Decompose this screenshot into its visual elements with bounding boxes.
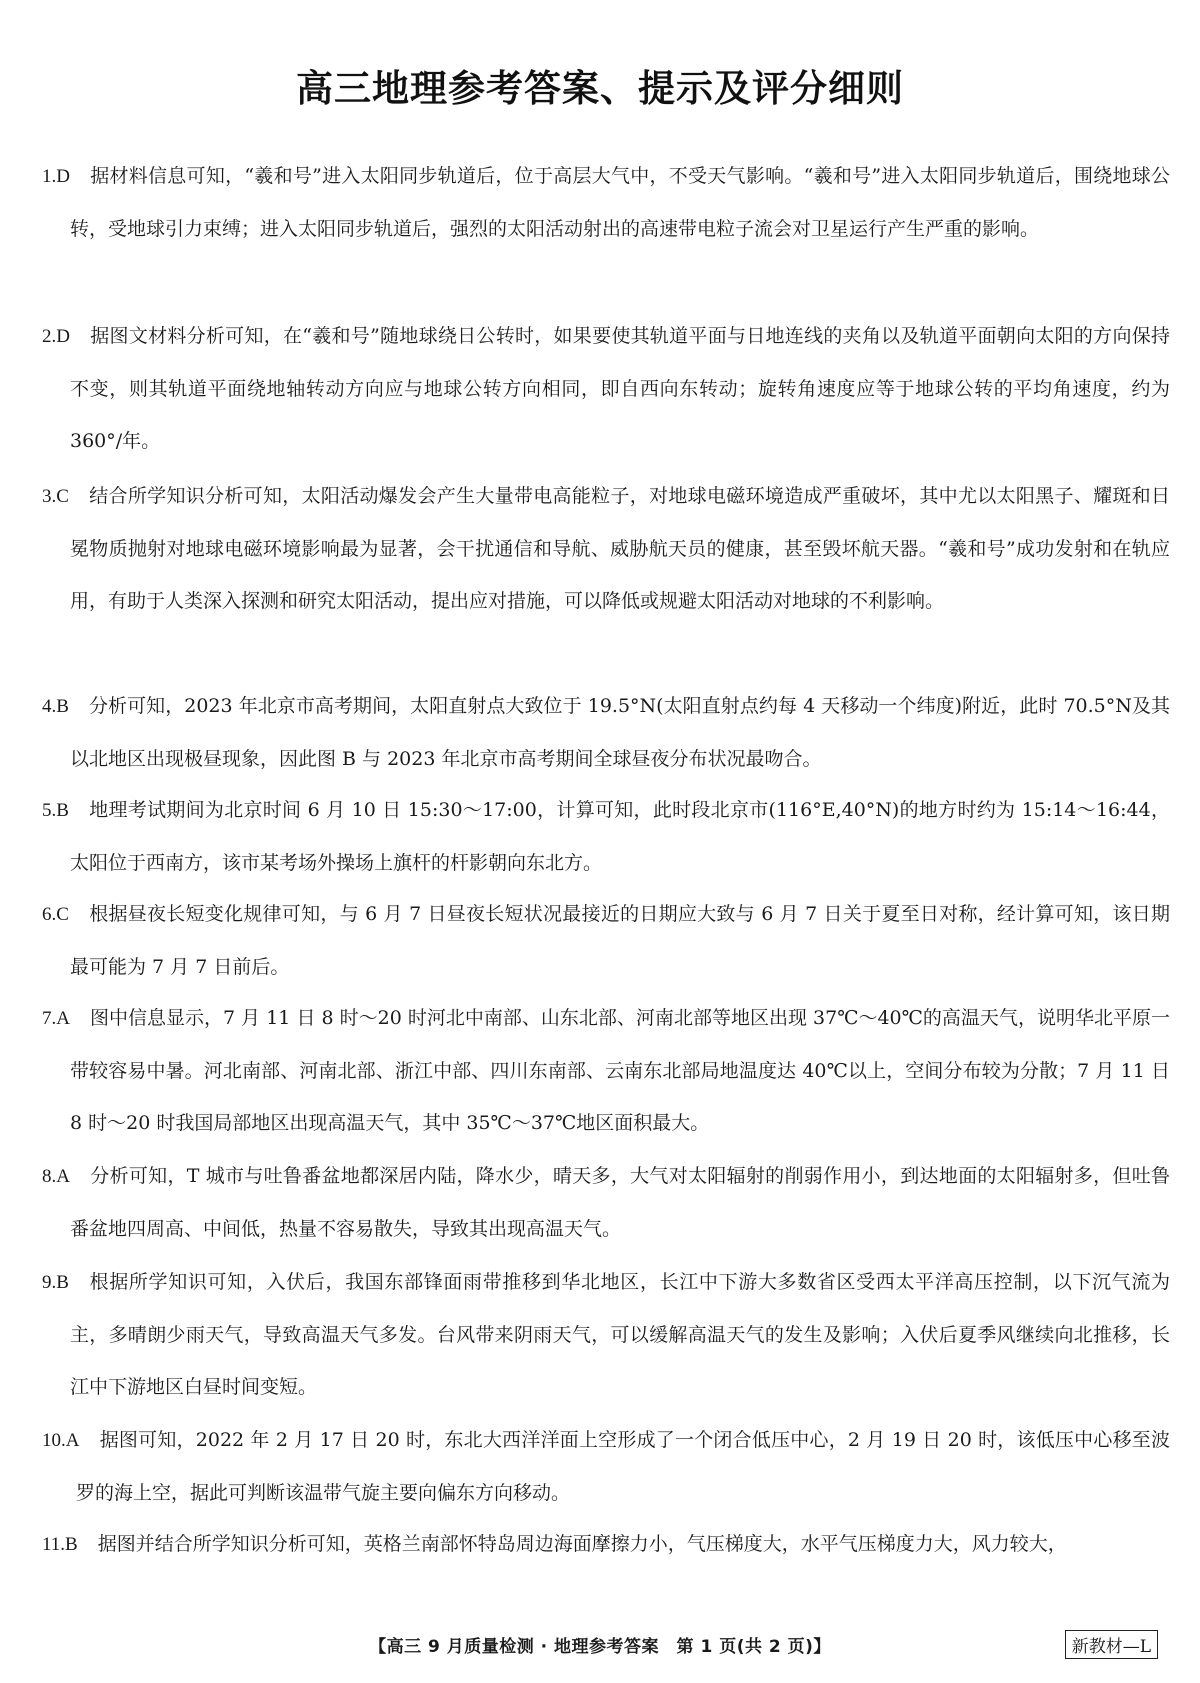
item-explanation: 根据昼夜长短变化规律可知，与 6 月 7 日昼夜长短状况最接近的日期应大致与 6 月 7 日关于夏至日对称，经计算可知，该日期最可能为 7 月 7 日前后。 bbox=[70, 903, 1170, 978]
item-number: 5. bbox=[42, 800, 57, 821]
answer-item-8 bbox=[42, 1150, 1170, 1255]
item-explanation: 地理考试期间为北京时间 6 月 10 日 15:30～17:00，计算可知，此时段北京市(116°E,40°N)的地方时约为 15:14～16:44，太阳位于西南方，该市某考场外操场上旗杆的杆影朝向东北方。 bbox=[70, 799, 1170, 874]
footer-page-info: 【高三 9 月质量检测 · 地理参考答案 第 1 页(共 2 页)】 bbox=[369, 1637, 831, 1657]
edition-tag: 新教材—L bbox=[1065, 1630, 1158, 1659]
item-explanation: 分析可知，2023 年北京市高考期间，太阳直射点大致位于 19.5°N(太阳直射点约每 4 天移动一个纬度)附近，此时 70.5°N及其以北地区出现极昼现象，因此图 B 与 2023 年北京市高考期间全球昼夜分布状况最吻合。 bbox=[70, 695, 1170, 770]
answer-item-4 bbox=[42, 680, 1170, 785]
answer-item-1 bbox=[42, 150, 1170, 255]
answer-item-5 bbox=[42, 784, 1170, 889]
item-explanation: 据图文材料分析可知，在“羲和号”随地球绕日公转时，如果要使其轨道平面与日地连线的夹角以及轨道平面朝向太阳的方向保持不变，则其轨道平面绕地轴转动方向应与地球公转方向相同，即自西向东转动；旋转角速度应等于地球公转的平均角速度，约为 360°/年。 bbox=[70, 325, 1170, 452]
item-number: 11. bbox=[42, 1534, 66, 1555]
item-explanation: 据图可知，2022 年 2 月 17 日 20 时，东北大西洋洋面上空形成了一个闭合低压中心，2 月 19 日 20 时，该低压中心移至波罗的海上空，据此可判断该温带气旋主要向偏东方向移动。 bbox=[76, 1429, 1170, 1504]
item-number: 8. bbox=[42, 1166, 57, 1187]
item-explanation: 据图并结合所学知识分析可知，英格兰南部怀特岛周边海面摩擦力小，气压梯度大，水平气压梯度力大，风力较大， bbox=[97, 1533, 1067, 1555]
answer-item-9 bbox=[42, 1256, 1170, 1413]
item-explanation: 根据所学知识可知，入伏后，我国东部锋面雨带推移到华北地区，长江中下游大多数省区受西太平洋高压控制，以下沉气流为主，多晴朗少雨天气，导致高温天气多发。台风带来阴雨天气，可以缓解高温天气的发生及影响；入伏后夏季风继续向北推移，长江中下游地区白昼时间变短。 bbox=[70, 1271, 1170, 1398]
page-footer bbox=[0, 1630, 1200, 1660]
answer-item-3 bbox=[42, 470, 1170, 627]
item-answer: A bbox=[65, 1430, 80, 1451]
answer-item-10 bbox=[42, 1414, 1170, 1519]
item-explanation: 结合所学知识分析可知，太阳活动爆发会产生大量带电高能粒子，对地球电磁环境造成严重破坏，其中尤以太阳黑子、耀斑和日冕物质抛射对地球电磁环境影响最为显著，会干扰通信和导航、威胁航天员的健康，甚至毁坏航天器。“羲和号”成功发射和在轨应用，有助于人类深入探测和研究太阳活动，提出应对措施，可以降低或规避太阳活动对地球的不利影响。 bbox=[70, 485, 1170, 612]
answer-item-2 bbox=[42, 310, 1170, 467]
answer-item-6 bbox=[42, 888, 1170, 993]
item-explanation: 据材料信息可知，“羲和号”进入太阳同步轨道后，位于高层大气中，不受天气影响。“羲和号”进入太阳同步轨道后，围绕地球公转，受地球引力束缚；进入太阳同步轨道后，强烈的太阳活动射出的高速带电粒子流会对卫星运行产生严重的影响。 bbox=[70, 165, 1170, 240]
item-answer: B bbox=[56, 696, 69, 717]
page-title: 高三地理参考答案、提示及评分细则 bbox=[296, 67, 904, 110]
item-explanation: 图中信息显示，7 月 11 日 8 时～20 时河北中南部、山东北部、河南北部等地区出现 37℃～40℃的高温天气，说明华北平原一带较容易中暑。河北南部、河南北部、浙江中部、四川东南部、云南东北部局地温度达 40℃以上，空间分布较为分散；7 月 11 日 8 时～20 时我国局部地区出现高温天气，其中 35℃～37℃地区面积最大。 bbox=[70, 1007, 1170, 1134]
answer-item-7 bbox=[42, 992, 1170, 1149]
item-answer: C bbox=[56, 904, 69, 925]
item-answer: D bbox=[56, 166, 70, 187]
item-answer: A bbox=[56, 1008, 70, 1029]
item-number: 2. bbox=[42, 326, 57, 347]
item-number: 4. bbox=[42, 696, 57, 717]
item-explanation: 分析可知，T 城市与吐鲁番盆地都深居内陆，降水少，晴天多，大气对太阳辐射的削弱作用小，到达地面的太阳辐射多，但吐鲁番盆地四周高、中间低，热量不容易散失，导致其出现高温天气。 bbox=[70, 1165, 1170, 1240]
item-answer: D bbox=[56, 326, 70, 347]
item-answer: C bbox=[56, 486, 69, 507]
item-number: 9. bbox=[42, 1272, 57, 1293]
item-number: 6. bbox=[42, 904, 57, 925]
item-number: 7. bbox=[42, 1008, 57, 1029]
item-answer: B bbox=[56, 1272, 69, 1293]
item-answer: B bbox=[65, 1534, 78, 1555]
item-number: 3. bbox=[42, 486, 57, 507]
item-answer: B bbox=[56, 800, 69, 821]
item-answer: A bbox=[56, 1166, 70, 1187]
item-number: 1. bbox=[42, 166, 57, 187]
item-number: 10. bbox=[42, 1430, 66, 1451]
answer-item-11 bbox=[42, 1518, 1170, 1571]
